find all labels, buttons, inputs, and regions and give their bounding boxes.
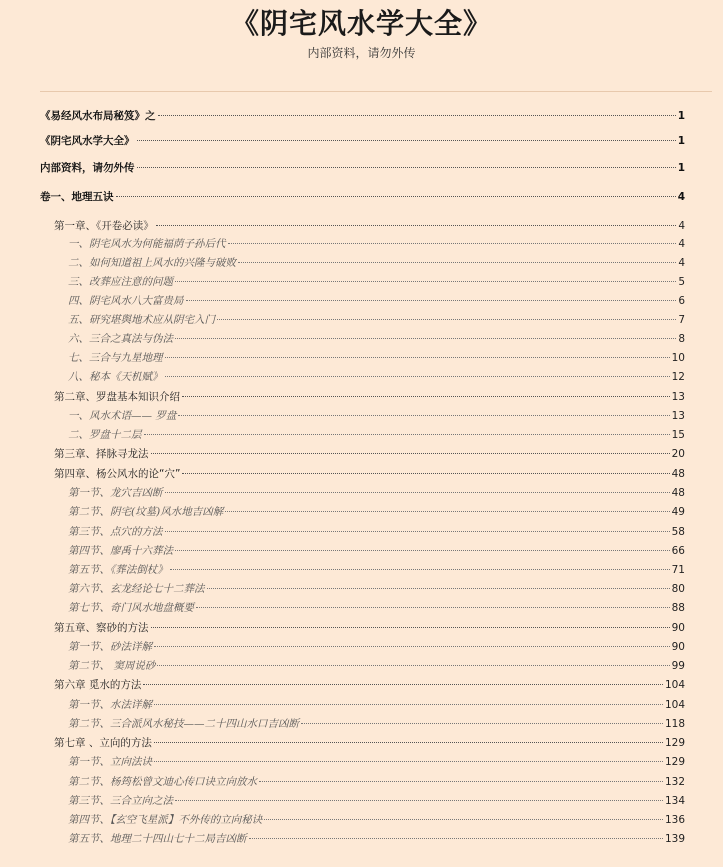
- toc-leader-dots: [175, 338, 676, 339]
- toc-entry-title: 四、阴宅风水八大富贵局: [68, 295, 184, 307]
- toc-leader-dots: [151, 453, 670, 454]
- toc-entry-title: 第六章 觅水的方法: [54, 679, 142, 691]
- toc-leader-dots: [154, 704, 663, 705]
- toc-leader-dots: [165, 531, 670, 532]
- toc-entry-title: 一、阴宅风水为何能福荫子孙后代: [68, 238, 226, 250]
- toc-page-number: 139: [664, 833, 685, 845]
- toc-leader-dots: [175, 800, 663, 801]
- toc-leader-dots: [217, 319, 676, 320]
- toc-page-number: 48: [671, 487, 685, 499]
- toc-section-entry[interactable]: [68, 581, 685, 596]
- toc-entry-title: 第四节、廖禹十六葬法: [68, 545, 173, 557]
- toc-section-entry[interactable]: [68, 831, 685, 846]
- toc-section-entry[interactable]: [68, 658, 685, 673]
- toc-leader-dots: [157, 665, 669, 666]
- toc-section-entry[interactable]: [68, 408, 685, 423]
- toc-section-entry[interactable]: [68, 293, 685, 308]
- toc-section-entry[interactable]: [68, 793, 685, 808]
- toc-leader-dots: [165, 357, 670, 358]
- toc-section-entry[interactable]: [68, 312, 685, 327]
- toc-page-number: 13: [671, 391, 685, 403]
- toc-leader-dots: [143, 684, 663, 685]
- toc-entry-title: 第二节、阴宅(坟墓)风水地吉凶解: [68, 506, 224, 518]
- toc-entry-title: 第一节、龙穴吉凶断: [68, 487, 163, 499]
- toc-entry-title: 第六节、玄龙经论七十二葬法: [68, 583, 205, 595]
- toc-page-number: 132: [664, 776, 685, 788]
- toc-entry-title: 第一节、立向法诀: [68, 756, 152, 768]
- toc-page-number: 129: [664, 756, 685, 768]
- toc-page-number: 13: [671, 410, 685, 422]
- toc-section-entry[interactable]: [68, 504, 685, 519]
- toc-page-number: 136: [664, 814, 685, 826]
- toc-page-number: 4: [678, 220, 685, 232]
- toc-page-number: 118: [664, 718, 685, 730]
- toc-entry-title: 五、研究堪舆地术应从阴宅入门: [68, 314, 215, 326]
- toc-page-number: 58: [671, 526, 685, 538]
- toc-entry-title: 第二章、罗盘基本知识介绍: [54, 391, 180, 403]
- toc-entry-title: 一、风水术语—— 罗盘: [68, 410, 177, 422]
- toc-entry-title: 七、三合与九星地理: [68, 352, 163, 364]
- toc-entry-title: 第二节、三合派风水秘技——二十四山水口吉凶断: [68, 718, 299, 730]
- toc-chapter-entry[interactable]: [54, 466, 685, 481]
- toc-section-entry[interactable]: [68, 697, 685, 712]
- toc-page-number: 71: [671, 564, 685, 576]
- toc-page-number: 15: [671, 429, 685, 441]
- toc-page-number: 8: [678, 333, 685, 345]
- toc-entry-title: 第三节、三合立向之法: [68, 795, 173, 807]
- toc-entry-title: 第五节、地理二十四山七十二局吉凶断: [68, 833, 247, 845]
- toc-leader-dots: [137, 140, 676, 141]
- toc-page-number: 99: [671, 660, 685, 672]
- toc-page-number: 4: [677, 191, 685, 203]
- toc-leader-dots: [264, 819, 663, 820]
- toc-page-number: 20: [671, 448, 685, 460]
- toc-entry-title: 二、如何知道祖上风水的兴隆与破败: [68, 257, 236, 269]
- toc-entry-title: 第四节、【玄空飞星派】不外传的立向秘诀: [68, 814, 263, 826]
- toc-section-entry[interactable]: [68, 774, 685, 789]
- toc-entry-title: 第二节、 窦周说砂: [68, 660, 156, 672]
- toc-volume-entry[interactable]: [40, 133, 685, 148]
- toc-entry-title: 第五章、察砂的方法: [54, 622, 149, 634]
- toc-page-number: 1: [677, 135, 685, 147]
- toc-leader-dots: [182, 396, 670, 397]
- toc-page-number: 104: [664, 699, 685, 711]
- toc-entry-title: 《易经风水布局秘笈》之: [40, 110, 156, 122]
- toc-entry-title: 第七节、奇门风水地盘概要: [68, 602, 194, 614]
- toc-section-entry[interactable]: [68, 236, 685, 251]
- toc-page-number: 80: [671, 583, 685, 595]
- toc-entry-title: 第四章、杨公风水的论“穴”: [54, 468, 181, 480]
- toc-section-entry[interactable]: [68, 754, 685, 769]
- toc-leader-dots: [144, 434, 670, 435]
- toc-page-number: 6: [678, 295, 685, 307]
- toc-page-number: 1: [677, 162, 685, 174]
- toc-entry-title: 第二节、杨筠松曾文迪心传口诀立向放水: [68, 776, 257, 788]
- toc-chapter-entry[interactable]: [54, 677, 685, 692]
- toc-chapter-entry[interactable]: [54, 446, 685, 461]
- toc-section-entry[interactable]: [68, 639, 685, 654]
- toc-page-number: 134: [664, 795, 685, 807]
- toc-section-entry[interactable]: [68, 562, 685, 577]
- toc-entry-title: 第三章、择脉寻龙法: [54, 448, 149, 460]
- toc-page-number: 90: [671, 641, 685, 653]
- toc-page-number: 12: [671, 371, 685, 383]
- toc-leader-dots: [186, 300, 677, 301]
- toc-entry-title: 第一节、砂法详解: [68, 641, 152, 653]
- toc-leader-dots: [301, 723, 663, 724]
- toc-page-number: 5: [678, 276, 685, 288]
- toc-section-entry[interactable]: [68, 543, 685, 558]
- toc-entry-title: 第一节、水法详解: [68, 699, 152, 711]
- toc-leader-dots: [165, 376, 670, 377]
- toc-leader-dots: [137, 167, 676, 168]
- toc-entry-title: 八、秘本《天机赋》: [68, 371, 163, 383]
- toc-page-number: 48: [671, 468, 685, 480]
- toc-page-number: 104: [664, 679, 685, 691]
- toc-leader-dots: [154, 742, 663, 743]
- toc-chapter-entry[interactable]: [54, 620, 685, 635]
- toc-volume-entry[interactable]: [40, 189, 685, 204]
- toc-page-number: 129: [664, 737, 685, 749]
- toc-leader-dots: [158, 115, 676, 116]
- toc-section-entry[interactable]: [68, 255, 685, 270]
- toc-leader-dots: [156, 225, 677, 226]
- toc-page-number: 10: [671, 352, 685, 364]
- document-subtitle: 内部资料，请勿外传: [307, 46, 416, 60]
- toc-section-entry[interactable]: [68, 350, 685, 365]
- toc-page-number: 7: [678, 314, 685, 326]
- toc-page-number: 4: [678, 257, 685, 269]
- toc-section-entry[interactable]: [68, 524, 685, 539]
- toc-section-entry[interactable]: [68, 485, 685, 500]
- toc-leader-dots: [225, 511, 669, 512]
- toc-entry-title: 《阴宅风水学大全》: [40, 135, 135, 147]
- toc-leader-dots: [207, 588, 670, 589]
- toc-page-number: 88: [671, 602, 685, 614]
- toc-section-entry[interactable]: [68, 716, 685, 731]
- toc-leader-dots: [175, 281, 676, 282]
- toc-leader-dots: [175, 550, 670, 551]
- toc-chapter-entry[interactable]: [54, 735, 685, 750]
- toc-section-entry[interactable]: [68, 812, 685, 827]
- document-title: 《阴宅风水学大全》: [230, 7, 492, 40]
- toc-leader-dots: [116, 196, 676, 197]
- toc-leader-dots: [182, 473, 669, 474]
- toc-section-entry[interactable]: [68, 600, 685, 615]
- toc-entry-title: 内部资料，请勿外传: [40, 162, 135, 174]
- toc-leader-dots: [259, 781, 663, 782]
- toc-leader-dots: [170, 569, 670, 570]
- toc-entry-title: 第三节、点穴的方法: [68, 526, 163, 538]
- toc-page-number: 90: [671, 622, 685, 634]
- toc-volume-entry[interactable]: [40, 160, 685, 175]
- toc-entry-title: 第五节、《葬法倒杖》: [68, 564, 168, 576]
- toc-leader-dots: [178, 415, 669, 416]
- toc-entry-title: 六、三合之真法与伪法: [68, 333, 173, 345]
- toc-entry-title: 第七章 、立向的方法: [54, 737, 152, 749]
- toc-leader-dots: [238, 262, 676, 263]
- toc-page-number: 1: [677, 110, 685, 122]
- toc-entry-title: 三、改葬应注意的问题: [68, 276, 173, 288]
- toc-entry-title: 第一章、《开卷必读》: [54, 220, 154, 232]
- toc-entry-title: 二、罗盘十二层: [68, 429, 142, 441]
- toc-section-entry[interactable]: [68, 427, 685, 442]
- toc-section-entry[interactable]: [68, 274, 685, 289]
- toc-chapter-entry[interactable]: [54, 218, 685, 233]
- toc-entry-title: 卷一、地理五诀: [40, 191, 114, 203]
- toc-page-number: 4: [678, 238, 685, 250]
- toc-page-number: 49: [671, 506, 685, 518]
- toc-section-entry[interactable]: [68, 331, 685, 346]
- toc-leader-dots: [165, 492, 670, 493]
- toc-page-number: 66: [671, 545, 685, 557]
- toc-leader-dots: [151, 627, 670, 628]
- toc-leader-dots: [154, 646, 670, 647]
- toc-leader-dots: [228, 243, 677, 244]
- toc-leader-dots: [154, 761, 663, 762]
- toc-section-entry[interactable]: [68, 369, 685, 384]
- toc-leader-dots: [196, 607, 670, 608]
- toc-chapter-entry[interactable]: [54, 389, 685, 404]
- toc-leader-dots: [249, 838, 663, 839]
- toc-volume-entry[interactable]: [40, 108, 685, 123]
